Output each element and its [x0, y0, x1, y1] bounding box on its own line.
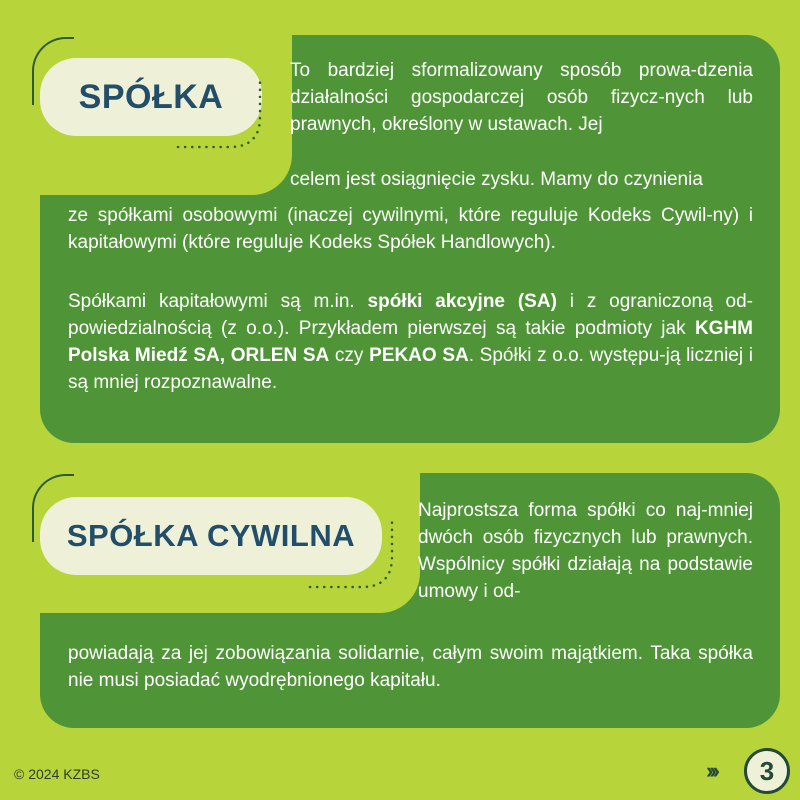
- spolka-intro-text: To bardziej sformalizowany sposób prowa-dzenia działalności gospodarczej osób fizycz-nych lub prawnych, określony w ustawach. Jej: [290, 60, 753, 135]
- text-run: Spółkami kapitałowymi są m.in.: [68, 291, 368, 312]
- text-run: . Spółki z o.o. występu-ją liczniej i są mniej rozpoznawalne.: [68, 345, 753, 393]
- spolka-intro-text-cont: celem jest osiągnięcie zysku. Mamy do czynienia: [290, 169, 703, 190]
- spolka-cywilna-title: SPÓŁKA CYWILNA: [40, 497, 382, 575]
- dotted-arc-decoration: [168, 75, 278, 160]
- spolka-cywilna-text: Najprostsza forma spółki co naj-mniej dwóch osób fizycznych lub prawnych. Wspólnicy spółki działają na podstawie umowy i od-: [418, 500, 753, 602]
- bold-companies: KGHM Polska Miedź SA, ORLEN SA: [68, 318, 753, 366]
- next-chevrons-icon[interactable]: ›››: [706, 758, 716, 783]
- spolka-title: SPÓŁKA: [40, 58, 262, 136]
- text-run: i z ograniczoną od-powiedzialnością (z o.o.). Przykładem pierwszej są takie podmioty jak: [68, 291, 753, 339]
- spolka-capital-paragraph: [68, 288, 753, 396]
- dotted-arc-decoration: [300, 515, 410, 600]
- copyright-text: © 2024 KZBS: [14, 766, 100, 782]
- spolka-cywilna-text-cont: powiadają za jej zobowiązania solidarnie, całym swoim majątkiem. Taka spółka nie musi posiadać wyodrębnionego kapitału.: [68, 643, 753, 691]
- text-run: czy: [329, 345, 370, 366]
- page-number-badge: 3: [744, 748, 790, 794]
- bold-company: PEKAO SA: [369, 345, 469, 366]
- bold-term: spółki akcyjne (SA): [367, 291, 557, 312]
- spolka-intro-text-cont2: ze spółkami osobowymi (inaczej cywilnymi, które reguluje Kodeks Cywil-ny) i kapitałowymi (które reguluje Kodeks Spółek Handlowych).: [68, 205, 753, 253]
